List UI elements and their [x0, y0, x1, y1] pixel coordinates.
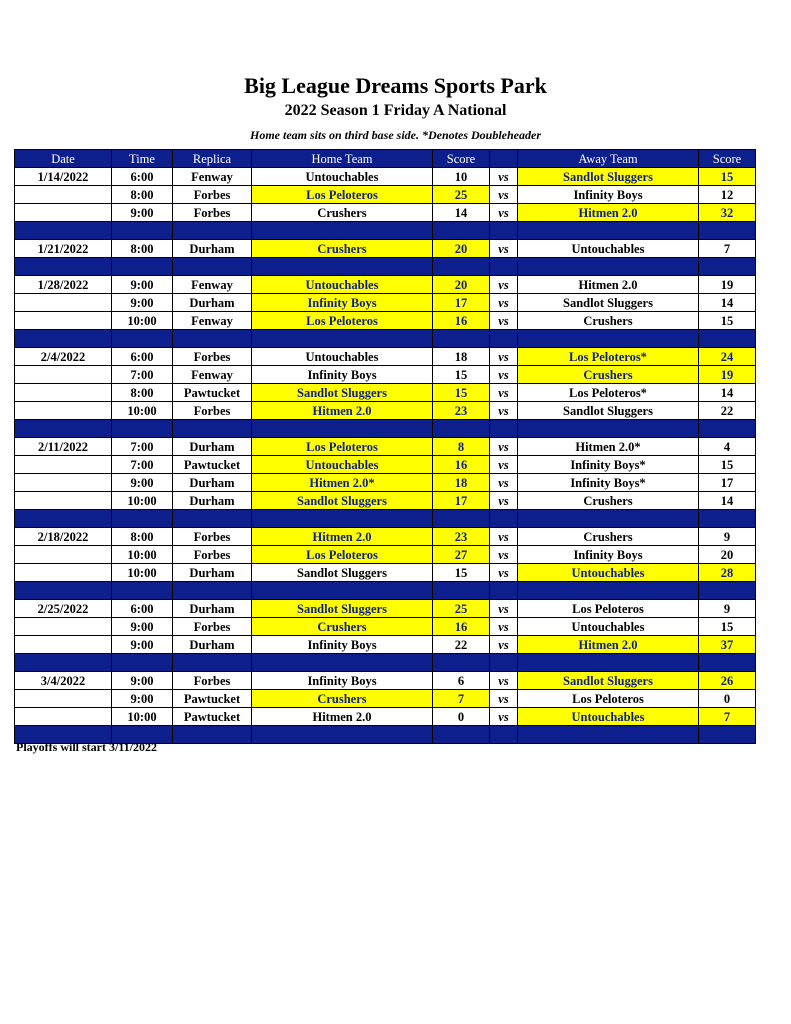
- game-date: [15, 564, 112, 582]
- away-score: 26: [699, 672, 756, 690]
- home-score: 20: [433, 276, 490, 294]
- game-date: [15, 546, 112, 564]
- separator-cell: [699, 654, 756, 672]
- separator-cell: [173, 420, 252, 438]
- separator-cell: [490, 654, 518, 672]
- home-score: 25: [433, 600, 490, 618]
- header-time: Time: [112, 150, 173, 168]
- separator-row: [15, 258, 756, 276]
- table-row: [15, 276, 756, 294]
- home-score: 14: [433, 204, 490, 222]
- vs-label: vs: [490, 564, 518, 582]
- separator-cell: [173, 726, 252, 744]
- header-replica: Replica: [173, 150, 252, 168]
- home-team: Sandlot Sluggers: [252, 384, 433, 402]
- home-score: 18: [433, 348, 490, 366]
- table-row: [15, 690, 756, 708]
- vs-label: vs: [490, 384, 518, 402]
- home-score: 0: [433, 708, 490, 726]
- table-row: [15, 204, 756, 222]
- separator-cell: [112, 654, 173, 672]
- game-date: [15, 456, 112, 474]
- vs-label: vs: [490, 474, 518, 492]
- game-time: 9:00: [112, 204, 173, 222]
- home-score: 27: [433, 546, 490, 564]
- table-row: [15, 672, 756, 690]
- home-team: Crushers: [252, 204, 433, 222]
- separator-row: [15, 420, 756, 438]
- game-replica: Forbes: [173, 402, 252, 420]
- away-team: Crushers: [518, 312, 699, 330]
- game-date: 1/14/2022: [15, 168, 112, 186]
- game-time: 9:00: [112, 690, 173, 708]
- home-score: 16: [433, 456, 490, 474]
- away-team: Crushers: [518, 528, 699, 546]
- table-row: [15, 168, 756, 186]
- away-team: Los Peloteros*: [518, 348, 699, 366]
- away-score: 19: [699, 366, 756, 384]
- separator-cell: [490, 258, 518, 276]
- vs-label: vs: [490, 708, 518, 726]
- game-date: [15, 708, 112, 726]
- game-time: 9:00: [112, 672, 173, 690]
- game-date: [15, 204, 112, 222]
- game-replica: Pawtucket: [173, 384, 252, 402]
- game-replica: Pawtucket: [173, 708, 252, 726]
- home-team: Crushers: [252, 240, 433, 258]
- away-team: Sandlot Sluggers: [518, 294, 699, 312]
- vs-label: vs: [490, 636, 518, 654]
- vs-label: vs: [490, 438, 518, 456]
- home-score: 18: [433, 474, 490, 492]
- separator-row: [15, 654, 756, 672]
- away-team: Crushers: [518, 492, 699, 510]
- home-team: Crushers: [252, 618, 433, 636]
- away-score: 12: [699, 186, 756, 204]
- game-time: 9:00: [112, 474, 173, 492]
- game-date: 1/21/2022: [15, 240, 112, 258]
- vs-label: vs: [490, 276, 518, 294]
- home-score: 6: [433, 672, 490, 690]
- separator-cell: [252, 258, 433, 276]
- table-row: [15, 564, 756, 582]
- vs-label: vs: [490, 528, 518, 546]
- away-team: Infinity Boys: [518, 186, 699, 204]
- table-row: [15, 384, 756, 402]
- separator-cell: [173, 222, 252, 240]
- separator-cell: [15, 222, 112, 240]
- game-replica: Forbes: [173, 672, 252, 690]
- game-replica: Durham: [173, 474, 252, 492]
- game-replica: Fenway: [173, 276, 252, 294]
- separator-row: [15, 510, 756, 528]
- home-team: Los Peloteros: [252, 312, 433, 330]
- home-team: Untouchables: [252, 456, 433, 474]
- table-row: [15, 402, 756, 420]
- separator-cell: [699, 258, 756, 276]
- separator-cell: [490, 510, 518, 528]
- game-replica: Durham: [173, 492, 252, 510]
- table-row: [15, 312, 756, 330]
- game-time: 7:00: [112, 456, 173, 474]
- away-team: Untouchables: [518, 618, 699, 636]
- game-time: 8:00: [112, 240, 173, 258]
- separator-cell: [490, 726, 518, 744]
- separator-cell: [173, 510, 252, 528]
- separator-cell: [173, 258, 252, 276]
- separator-cell: [173, 582, 252, 600]
- game-time: 8:00: [112, 528, 173, 546]
- separator-cell: [433, 420, 490, 438]
- separator-cell: [518, 258, 699, 276]
- away-score: 4: [699, 438, 756, 456]
- game-time: 9:00: [112, 276, 173, 294]
- vs-label: vs: [490, 204, 518, 222]
- separator-row: [15, 222, 756, 240]
- away-team: Sandlot Sluggers: [518, 402, 699, 420]
- separator-cell: [699, 222, 756, 240]
- away-score: 24: [699, 348, 756, 366]
- home-score: 20: [433, 240, 490, 258]
- game-time: 9:00: [112, 636, 173, 654]
- vs-label: vs: [490, 312, 518, 330]
- table-row: [15, 438, 756, 456]
- vs-label: vs: [490, 690, 518, 708]
- away-team: Sandlot Sluggers: [518, 672, 699, 690]
- separator-cell: [252, 222, 433, 240]
- game-time: 10:00: [112, 564, 173, 582]
- home-score: 16: [433, 618, 490, 636]
- away-score: 22: [699, 402, 756, 420]
- separator-cell: [252, 330, 433, 348]
- header-home-team: Home Team: [252, 150, 433, 168]
- separator-cell: [518, 222, 699, 240]
- away-team: Hitmen 2.0: [518, 636, 699, 654]
- away-team: Los Peloteros: [518, 600, 699, 618]
- home-team: Hitmen 2.0: [252, 708, 433, 726]
- game-date: [15, 492, 112, 510]
- game-time: 10:00: [112, 312, 173, 330]
- game-time: 10:00: [112, 492, 173, 510]
- home-team: Infinity Boys: [252, 294, 433, 312]
- home-score: 16: [433, 312, 490, 330]
- home-score: 23: [433, 528, 490, 546]
- vs-label: vs: [490, 402, 518, 420]
- game-replica: Fenway: [173, 312, 252, 330]
- table-row: [15, 456, 756, 474]
- game-date: [15, 186, 112, 204]
- away-score: 15: [699, 168, 756, 186]
- table-row: [15, 240, 756, 258]
- table-row: [15, 294, 756, 312]
- vs-label: vs: [490, 366, 518, 384]
- vs-label: vs: [490, 240, 518, 258]
- game-date: [15, 294, 112, 312]
- separator-cell: [112, 258, 173, 276]
- away-score: 0: [699, 690, 756, 708]
- vs-label: vs: [490, 186, 518, 204]
- game-replica: Durham: [173, 438, 252, 456]
- home-score: 17: [433, 294, 490, 312]
- game-replica: Fenway: [173, 168, 252, 186]
- away-score: 32: [699, 204, 756, 222]
- separator-cell: [252, 510, 433, 528]
- separator-cell: [173, 654, 252, 672]
- home-team: Sandlot Sluggers: [252, 492, 433, 510]
- separator-cell: [112, 510, 173, 528]
- away-team: Sandlot Sluggers: [518, 168, 699, 186]
- game-replica: Pawtucket: [173, 690, 252, 708]
- game-replica: Forbes: [173, 186, 252, 204]
- home-team: Sandlot Sluggers: [252, 600, 433, 618]
- home-team: Hitmen 2.0: [252, 528, 433, 546]
- separator-cell: [490, 582, 518, 600]
- away-team: Infinity Boys*: [518, 474, 699, 492]
- game-replica: Pawtucket: [173, 456, 252, 474]
- table-row: [15, 492, 756, 510]
- away-score: 14: [699, 294, 756, 312]
- game-date: 2/4/2022: [15, 348, 112, 366]
- separator-row: [15, 330, 756, 348]
- separator-cell: [252, 582, 433, 600]
- home-score: 8: [433, 438, 490, 456]
- away-score: 19: [699, 276, 756, 294]
- home-team: Untouchables: [252, 168, 433, 186]
- game-replica: Forbes: [173, 528, 252, 546]
- home-score: 15: [433, 564, 490, 582]
- vs-label: vs: [490, 456, 518, 474]
- away-team: Untouchables: [518, 240, 699, 258]
- home-team: Los Peloteros: [252, 186, 433, 204]
- away-score: 15: [699, 618, 756, 636]
- game-date: [15, 312, 112, 330]
- away-score: 20: [699, 546, 756, 564]
- game-date: 1/28/2022: [15, 276, 112, 294]
- away-score: 28: [699, 564, 756, 582]
- home-score: 15: [433, 384, 490, 402]
- playoffs-note: Playoffs will start 3/11/2022: [16, 740, 157, 754]
- separator-cell: [112, 582, 173, 600]
- away-score: 7: [699, 240, 756, 258]
- game-time: 9:00: [112, 618, 173, 636]
- away-team: Untouchables: [518, 564, 699, 582]
- home-team: Hitmen 2.0: [252, 402, 433, 420]
- separator-cell: [252, 420, 433, 438]
- table-row: [15, 366, 756, 384]
- away-score: 15: [699, 456, 756, 474]
- away-score: 14: [699, 492, 756, 510]
- home-team: Infinity Boys: [252, 636, 433, 654]
- header-away-team: Away Team: [518, 150, 699, 168]
- home-team: Untouchables: [252, 276, 433, 294]
- away-team: Infinity Boys: [518, 546, 699, 564]
- schedule-table: [14, 149, 756, 744]
- away-score: 7: [699, 708, 756, 726]
- separator-cell: [252, 726, 433, 744]
- away-team: Infinity Boys*: [518, 456, 699, 474]
- table-row: [15, 186, 756, 204]
- game-date: 2/25/2022: [15, 600, 112, 618]
- home-score: 17: [433, 492, 490, 510]
- home-score: 15: [433, 366, 490, 384]
- game-time: 6:00: [112, 600, 173, 618]
- game-replica: Durham: [173, 636, 252, 654]
- game-date: [15, 690, 112, 708]
- vs-label: vs: [490, 294, 518, 312]
- game-time: 6:00: [112, 168, 173, 186]
- away-team: Los Peloteros: [518, 690, 699, 708]
- home-team: Infinity Boys: [252, 672, 433, 690]
- game-replica: Durham: [173, 564, 252, 582]
- home-score: 22: [433, 636, 490, 654]
- separator-cell: [433, 582, 490, 600]
- vs-label: vs: [490, 546, 518, 564]
- schedule-note: Home team sits on third base side. *Denotes Doubleheader: [250, 128, 541, 142]
- home-score: 25: [433, 186, 490, 204]
- separator-cell: [433, 510, 490, 528]
- away-team: Hitmen 2.0: [518, 204, 699, 222]
- away-team: Untouchables: [518, 708, 699, 726]
- away-team: Los Peloteros*: [518, 384, 699, 402]
- separator-cell: [433, 222, 490, 240]
- away-score: 17: [699, 474, 756, 492]
- separator-cell: [518, 582, 699, 600]
- separator-cell: [173, 330, 252, 348]
- separator-cell: [518, 330, 699, 348]
- game-time: 10:00: [112, 708, 173, 726]
- home-team: Crushers: [252, 690, 433, 708]
- table-row: [15, 636, 756, 654]
- game-date: 2/11/2022: [15, 438, 112, 456]
- separator-cell: [15, 582, 112, 600]
- separator-cell: [518, 510, 699, 528]
- away-score: 37: [699, 636, 756, 654]
- away-team: Hitmen 2.0*: [518, 438, 699, 456]
- home-score: 23: [433, 402, 490, 420]
- separator-cell: [490, 330, 518, 348]
- separator-cell: [15, 330, 112, 348]
- separator-cell: [15, 258, 112, 276]
- separator-cell: [490, 222, 518, 240]
- game-replica: Durham: [173, 294, 252, 312]
- separator-cell: [490, 420, 518, 438]
- separator-row: [15, 582, 756, 600]
- game-time: 8:00: [112, 186, 173, 204]
- game-date: [15, 384, 112, 402]
- page-title: Big League Dreams Sports Park: [244, 73, 547, 98]
- header-away-score: Score: [699, 150, 756, 168]
- home-team: Untouchables: [252, 348, 433, 366]
- separator-cell: [518, 420, 699, 438]
- separator-cell: [518, 654, 699, 672]
- vs-label: vs: [490, 618, 518, 636]
- game-date: [15, 636, 112, 654]
- separator-cell: [699, 510, 756, 528]
- home-team: Hitmen 2.0*: [252, 474, 433, 492]
- separator-cell: [699, 420, 756, 438]
- vs-label: vs: [490, 600, 518, 618]
- separator-cell: [112, 330, 173, 348]
- game-date: 3/4/2022: [15, 672, 112, 690]
- table-row: [15, 618, 756, 636]
- away-score: 9: [699, 600, 756, 618]
- separator-cell: [433, 258, 490, 276]
- table-row: [15, 546, 756, 564]
- game-replica: Durham: [173, 600, 252, 618]
- separator-cell: [15, 420, 112, 438]
- game-replica: Forbes: [173, 618, 252, 636]
- vs-label: vs: [490, 168, 518, 186]
- game-replica: Forbes: [173, 204, 252, 222]
- separator-cell: [433, 726, 490, 744]
- home-team: Los Peloteros: [252, 438, 433, 456]
- game-date: 2/18/2022: [15, 528, 112, 546]
- table-row: [15, 600, 756, 618]
- separator-cell: [433, 654, 490, 672]
- separator-cell: [252, 654, 433, 672]
- game-replica: Forbes: [173, 546, 252, 564]
- game-time: 7:00: [112, 366, 173, 384]
- header-vs: [490, 150, 518, 168]
- home-team: Los Peloteros: [252, 546, 433, 564]
- vs-label: vs: [490, 672, 518, 690]
- separator-cell: [15, 510, 112, 528]
- away-score: 9: [699, 528, 756, 546]
- game-time: 8:00: [112, 384, 173, 402]
- page-subtitle: 2022 Season 1 Friday A National: [284, 102, 507, 119]
- separator-cell: [699, 726, 756, 744]
- vs-label: vs: [490, 492, 518, 510]
- game-time: 9:00: [112, 294, 173, 312]
- vs-label: vs: [490, 348, 518, 366]
- home-team: Infinity Boys: [252, 366, 433, 384]
- game-date: [15, 366, 112, 384]
- table-row: [15, 474, 756, 492]
- separator-cell: [112, 420, 173, 438]
- separator-cell: [518, 726, 699, 744]
- home-score: 7: [433, 690, 490, 708]
- table-row: [15, 528, 756, 546]
- game-date: [15, 618, 112, 636]
- home-score: 10: [433, 168, 490, 186]
- table-row: [15, 348, 756, 366]
- table-header-row: [15, 150, 756, 168]
- separator-cell: [699, 582, 756, 600]
- home-team: Sandlot Sluggers: [252, 564, 433, 582]
- game-replica: Durham: [173, 240, 252, 258]
- game-time: 10:00: [112, 402, 173, 420]
- away-score: 14: [699, 384, 756, 402]
- away-team: Hitmen 2.0: [518, 276, 699, 294]
- game-time: 6:00: [112, 348, 173, 366]
- away-team: Crushers: [518, 366, 699, 384]
- header-home-score: Score: [433, 150, 490, 168]
- game-replica: Fenway: [173, 366, 252, 384]
- header-date: Date: [15, 150, 112, 168]
- game-time: 10:00: [112, 546, 173, 564]
- game-date: [15, 402, 112, 420]
- game-date: [15, 474, 112, 492]
- game-replica: Forbes: [173, 348, 252, 366]
- separator-cell: [15, 654, 112, 672]
- game-time: 7:00: [112, 438, 173, 456]
- separator-cell: [699, 330, 756, 348]
- separator-cell: [433, 330, 490, 348]
- separator-cell: [112, 222, 173, 240]
- table-row: [15, 708, 756, 726]
- away-score: 15: [699, 312, 756, 330]
